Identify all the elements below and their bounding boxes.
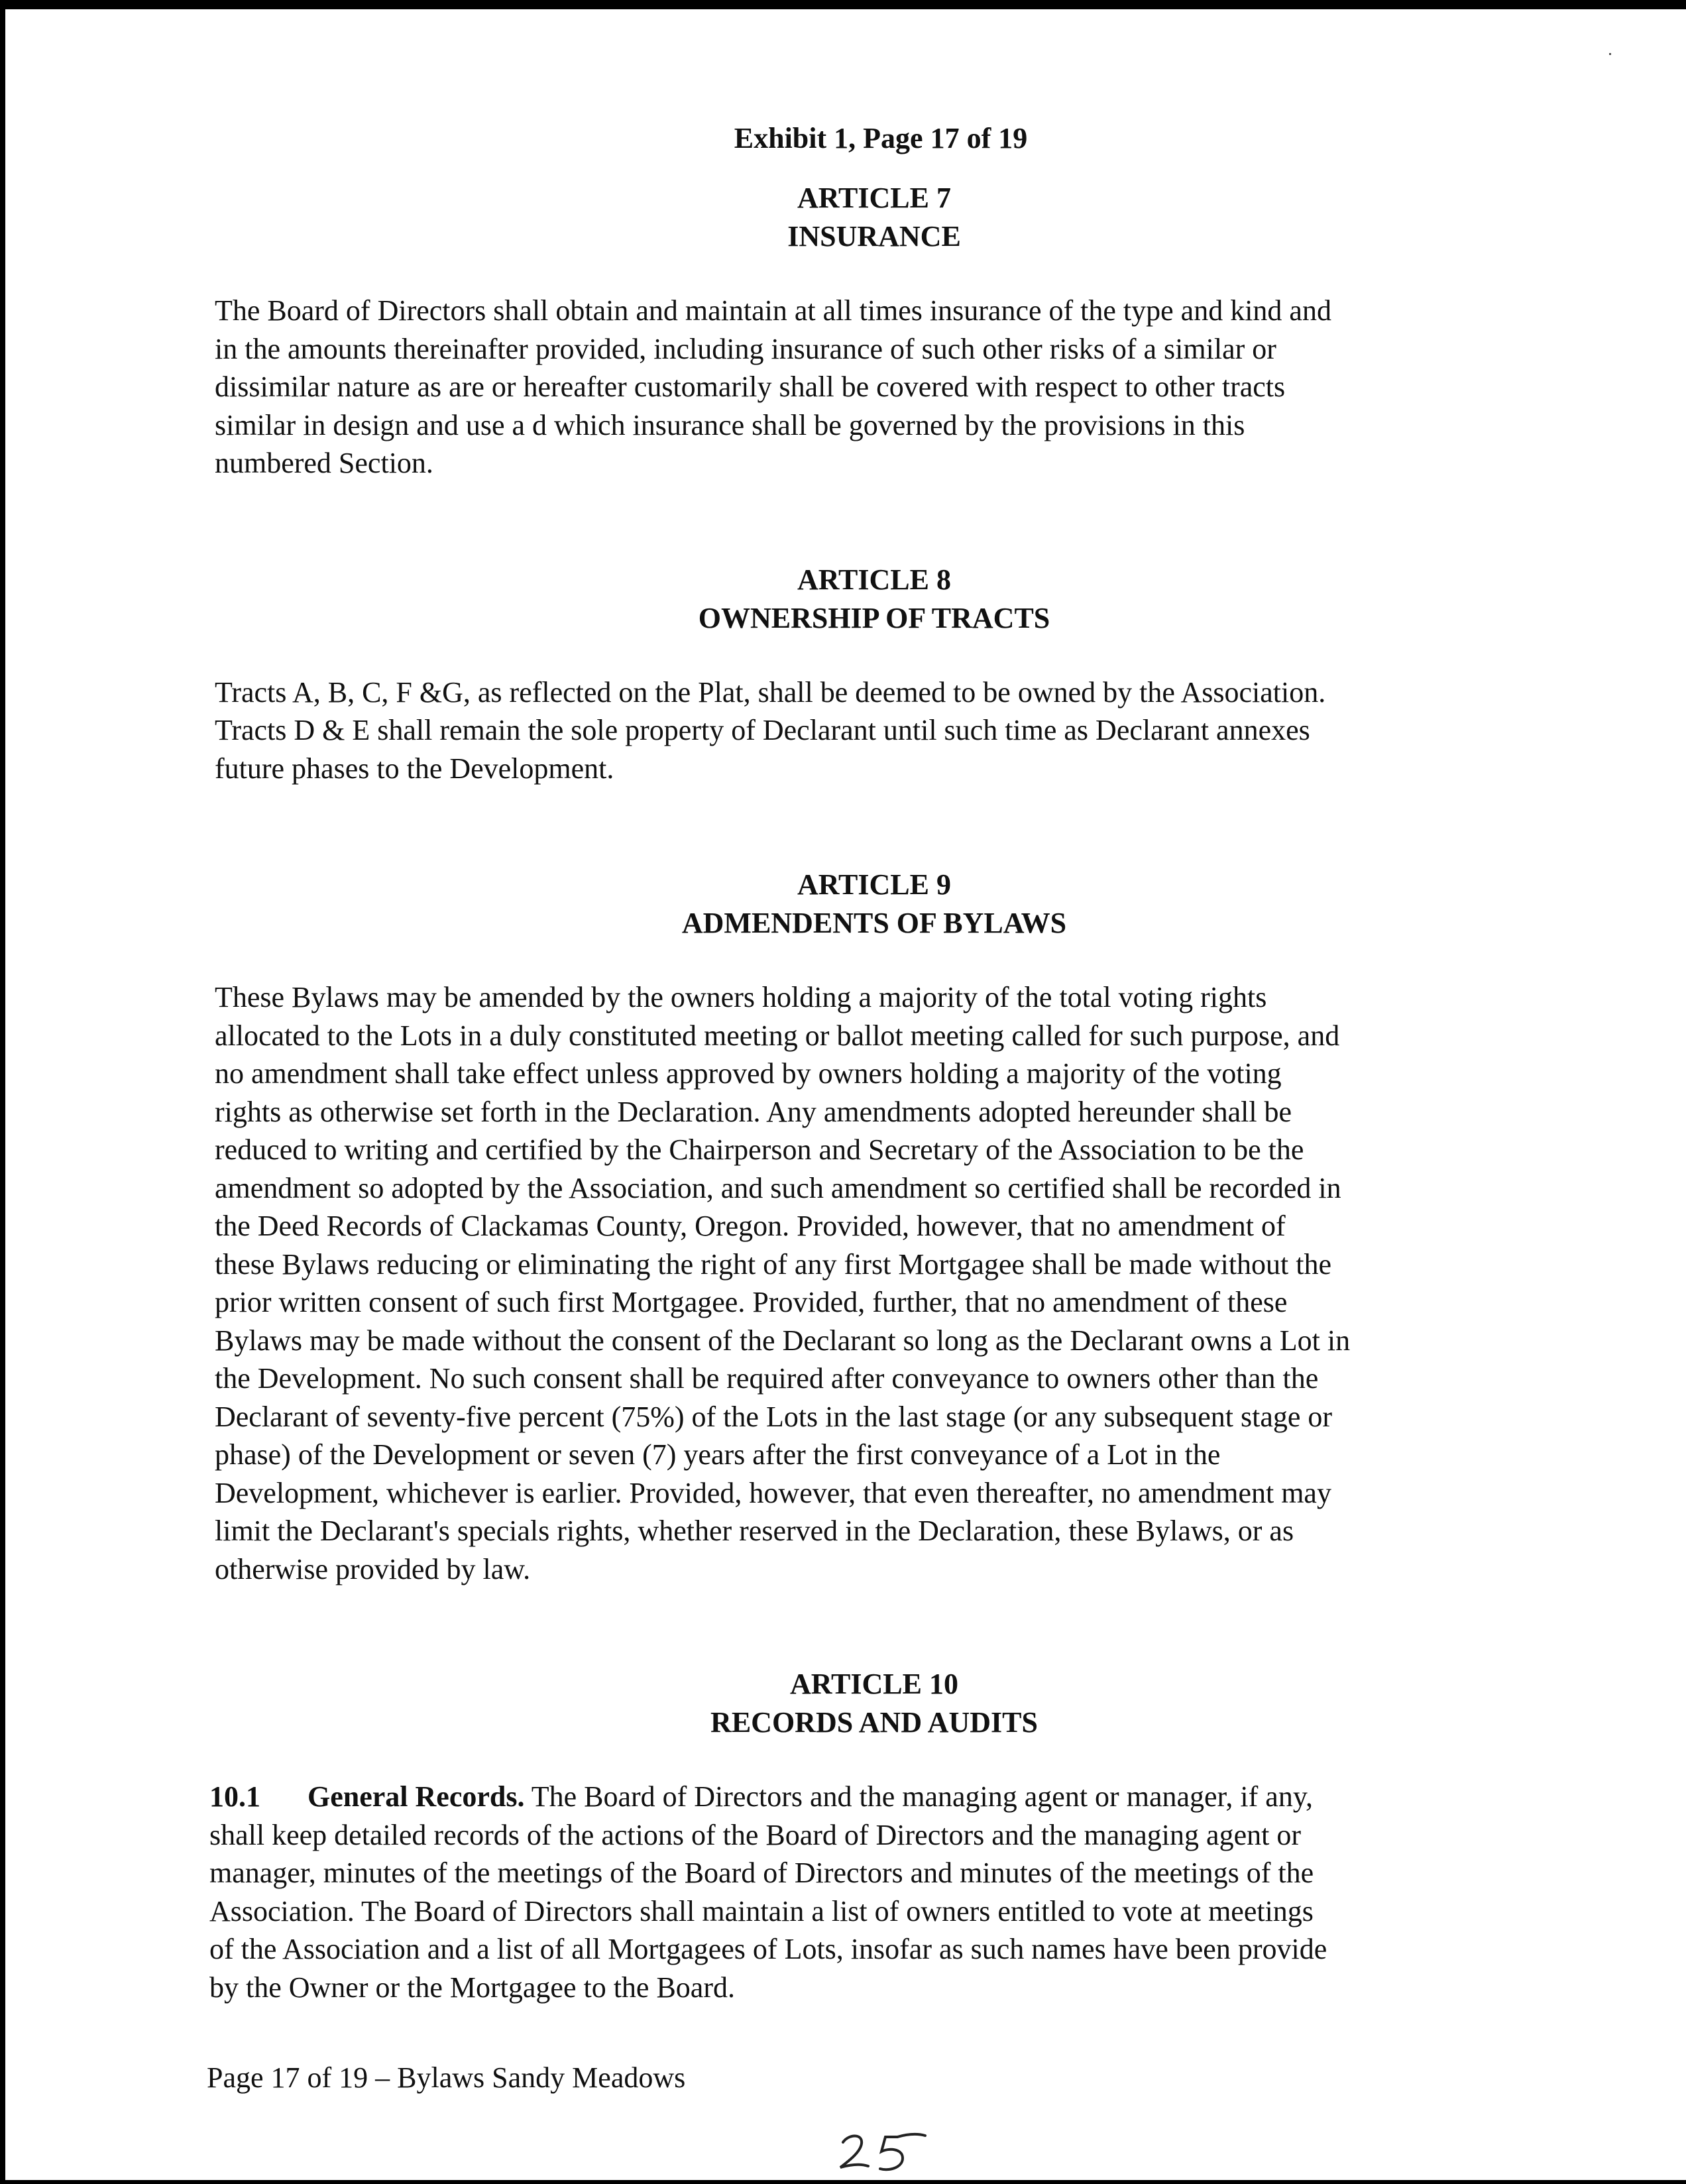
section-paragraph bbox=[209, 1778, 1514, 2006]
text-line: Tracts D & E shall remain the sole property of Declarant until such time as Declarant annexes bbox=[215, 714, 1310, 746]
text-line: these Bylaws reducing or eliminating the right of any first Mortgagee shall be made without the bbox=[215, 1247, 1332, 1281]
article-paragraph bbox=[215, 292, 1514, 483]
text-line: phase) of the Development or seven (7) years after the first conveyance of a Lot in the bbox=[215, 1438, 1221, 1471]
text-line: in the amounts thereinafter provided, including insurance of such other risks of a similar or bbox=[215, 332, 1276, 365]
text-line: reduced to writing and certified by the Chairperson and Secretary of the Association to be the bbox=[215, 1133, 1304, 1166]
text-line: the Development. No such consent shall be required after conveyance to owners other than the bbox=[215, 1362, 1319, 1395]
article-10 bbox=[209, 1665, 1514, 2006]
text-line: Declarant of seventy-five percent (75%) of the Lots in the last stage (or any subsequent stage or bbox=[215, 1400, 1333, 1433]
article-number: ARTICLE 9 bbox=[797, 868, 951, 901]
text-line: Tracts A, B, C, F &G, as reflected on the Plat, shall be deemed to be owned by the Association. bbox=[215, 675, 1326, 709]
text-line: similar in design and use a d which insurance shall be governed by the provisions in this bbox=[215, 408, 1245, 441]
text-line bbox=[209, 1778, 1514, 1816]
article-number: ARTICLE 10 bbox=[790, 1668, 958, 1700]
article-title: RECORDS AND AUDITS bbox=[710, 1706, 1038, 1739]
article-7 bbox=[215, 179, 1514, 483]
text-line: The Board of Directors shall obtain and maintain at all times insurance of the type and kind and bbox=[215, 294, 1331, 327]
text-line: prior written consent of such first Mortgagee. Provided, further, that no amendment of these bbox=[215, 1286, 1288, 1318]
exhibit-header: Exhibit 1, Page 17 of 19 bbox=[734, 122, 1028, 154]
article-number: ARTICLE 8 bbox=[797, 563, 951, 596]
scan-speck bbox=[1609, 53, 1611, 55]
article-title: OWNERSHIP OF TRACTS bbox=[698, 601, 1050, 634]
text-line: of the Association and a list of all Mortgagees of Lots, insofar as such names have been provide bbox=[209, 1933, 1327, 1965]
article-9 bbox=[215, 866, 1514, 1588]
text-line: rights as otherwise set forth in the Declaration. Any amendments adopted hereunder shall be bbox=[215, 1095, 1292, 1128]
text-line: numbered Section. bbox=[215, 447, 433, 479]
text-line: limit the Declarant's specials rights, whether reserved in the Declaration, these Bylaws, or as bbox=[215, 1515, 1294, 1547]
page-footer: Page 17 of 19 – Bylaws Sandy Meadows bbox=[207, 2061, 686, 2094]
article-number: ARTICLE 7 bbox=[797, 182, 951, 214]
text-line: future phases to the Development. bbox=[215, 752, 614, 785]
text-line: amendment so adopted by the Association, and such amendment so certified shall be recorded in bbox=[215, 1171, 1341, 1204]
text-line: Development, whichever is earlier. Provided, however, that even thereafter, no amendment may bbox=[215, 1476, 1331, 1509]
article-paragraph bbox=[215, 978, 1514, 1588]
text-line: the Deed Records of Clackamas County, Oregon. Provided, however, that no amendment of bbox=[215, 1210, 1286, 1242]
article-title: ADMENDENTS OF BYLAWS bbox=[681, 907, 1067, 939]
article-paragraph bbox=[215, 673, 1514, 788]
text-line: shall keep detailed records of the actions of the Board of Directors and the managing agent or bbox=[209, 1818, 1301, 1851]
text-line: allocated to the Lots in a duly constituted meeting or ballot meeting called for such purpose, and bbox=[215, 1019, 1340, 1052]
section-number: 10.1 bbox=[209, 1780, 260, 1813]
text-line: manager, minutes of the meetings of the Board of Directors and minutes of the meetings of the bbox=[209, 1857, 1314, 1889]
text-line: Association. The Board of Directors shall maintain a list of owners entitled to vote at meetings bbox=[209, 1894, 1314, 1927]
article-title: INSURANCE bbox=[787, 220, 961, 253]
text-line: Bylaws may be made without the consent of the Declarant so long as the Declarant owns a Lot in bbox=[215, 1324, 1351, 1357]
text-line: dissimilar nature as are or hereafter customarily shall be covered with respect to other tracts bbox=[215, 371, 1286, 403]
text-line: no amendment shall take effect unless approved by owners holding a majority of the voting bbox=[215, 1057, 1282, 1090]
article-8 bbox=[215, 561, 1514, 788]
text-line: These Bylaws may be amended by the owners holding a majority of the total voting rights bbox=[215, 981, 1267, 1013]
handwritten-page-number bbox=[834, 2122, 940, 2175]
section-title: General Records. bbox=[308, 1780, 525, 1813]
page-body bbox=[209, 119, 1514, 2006]
section-first-line: The Board of Directors and the managing agent or manager, if any, bbox=[531, 1780, 1313, 1813]
text-line: otherwise provided by law. bbox=[215, 1552, 531, 1585]
text-line: by the Owner or the Mortgagee to the Board. bbox=[209, 1971, 735, 2004]
